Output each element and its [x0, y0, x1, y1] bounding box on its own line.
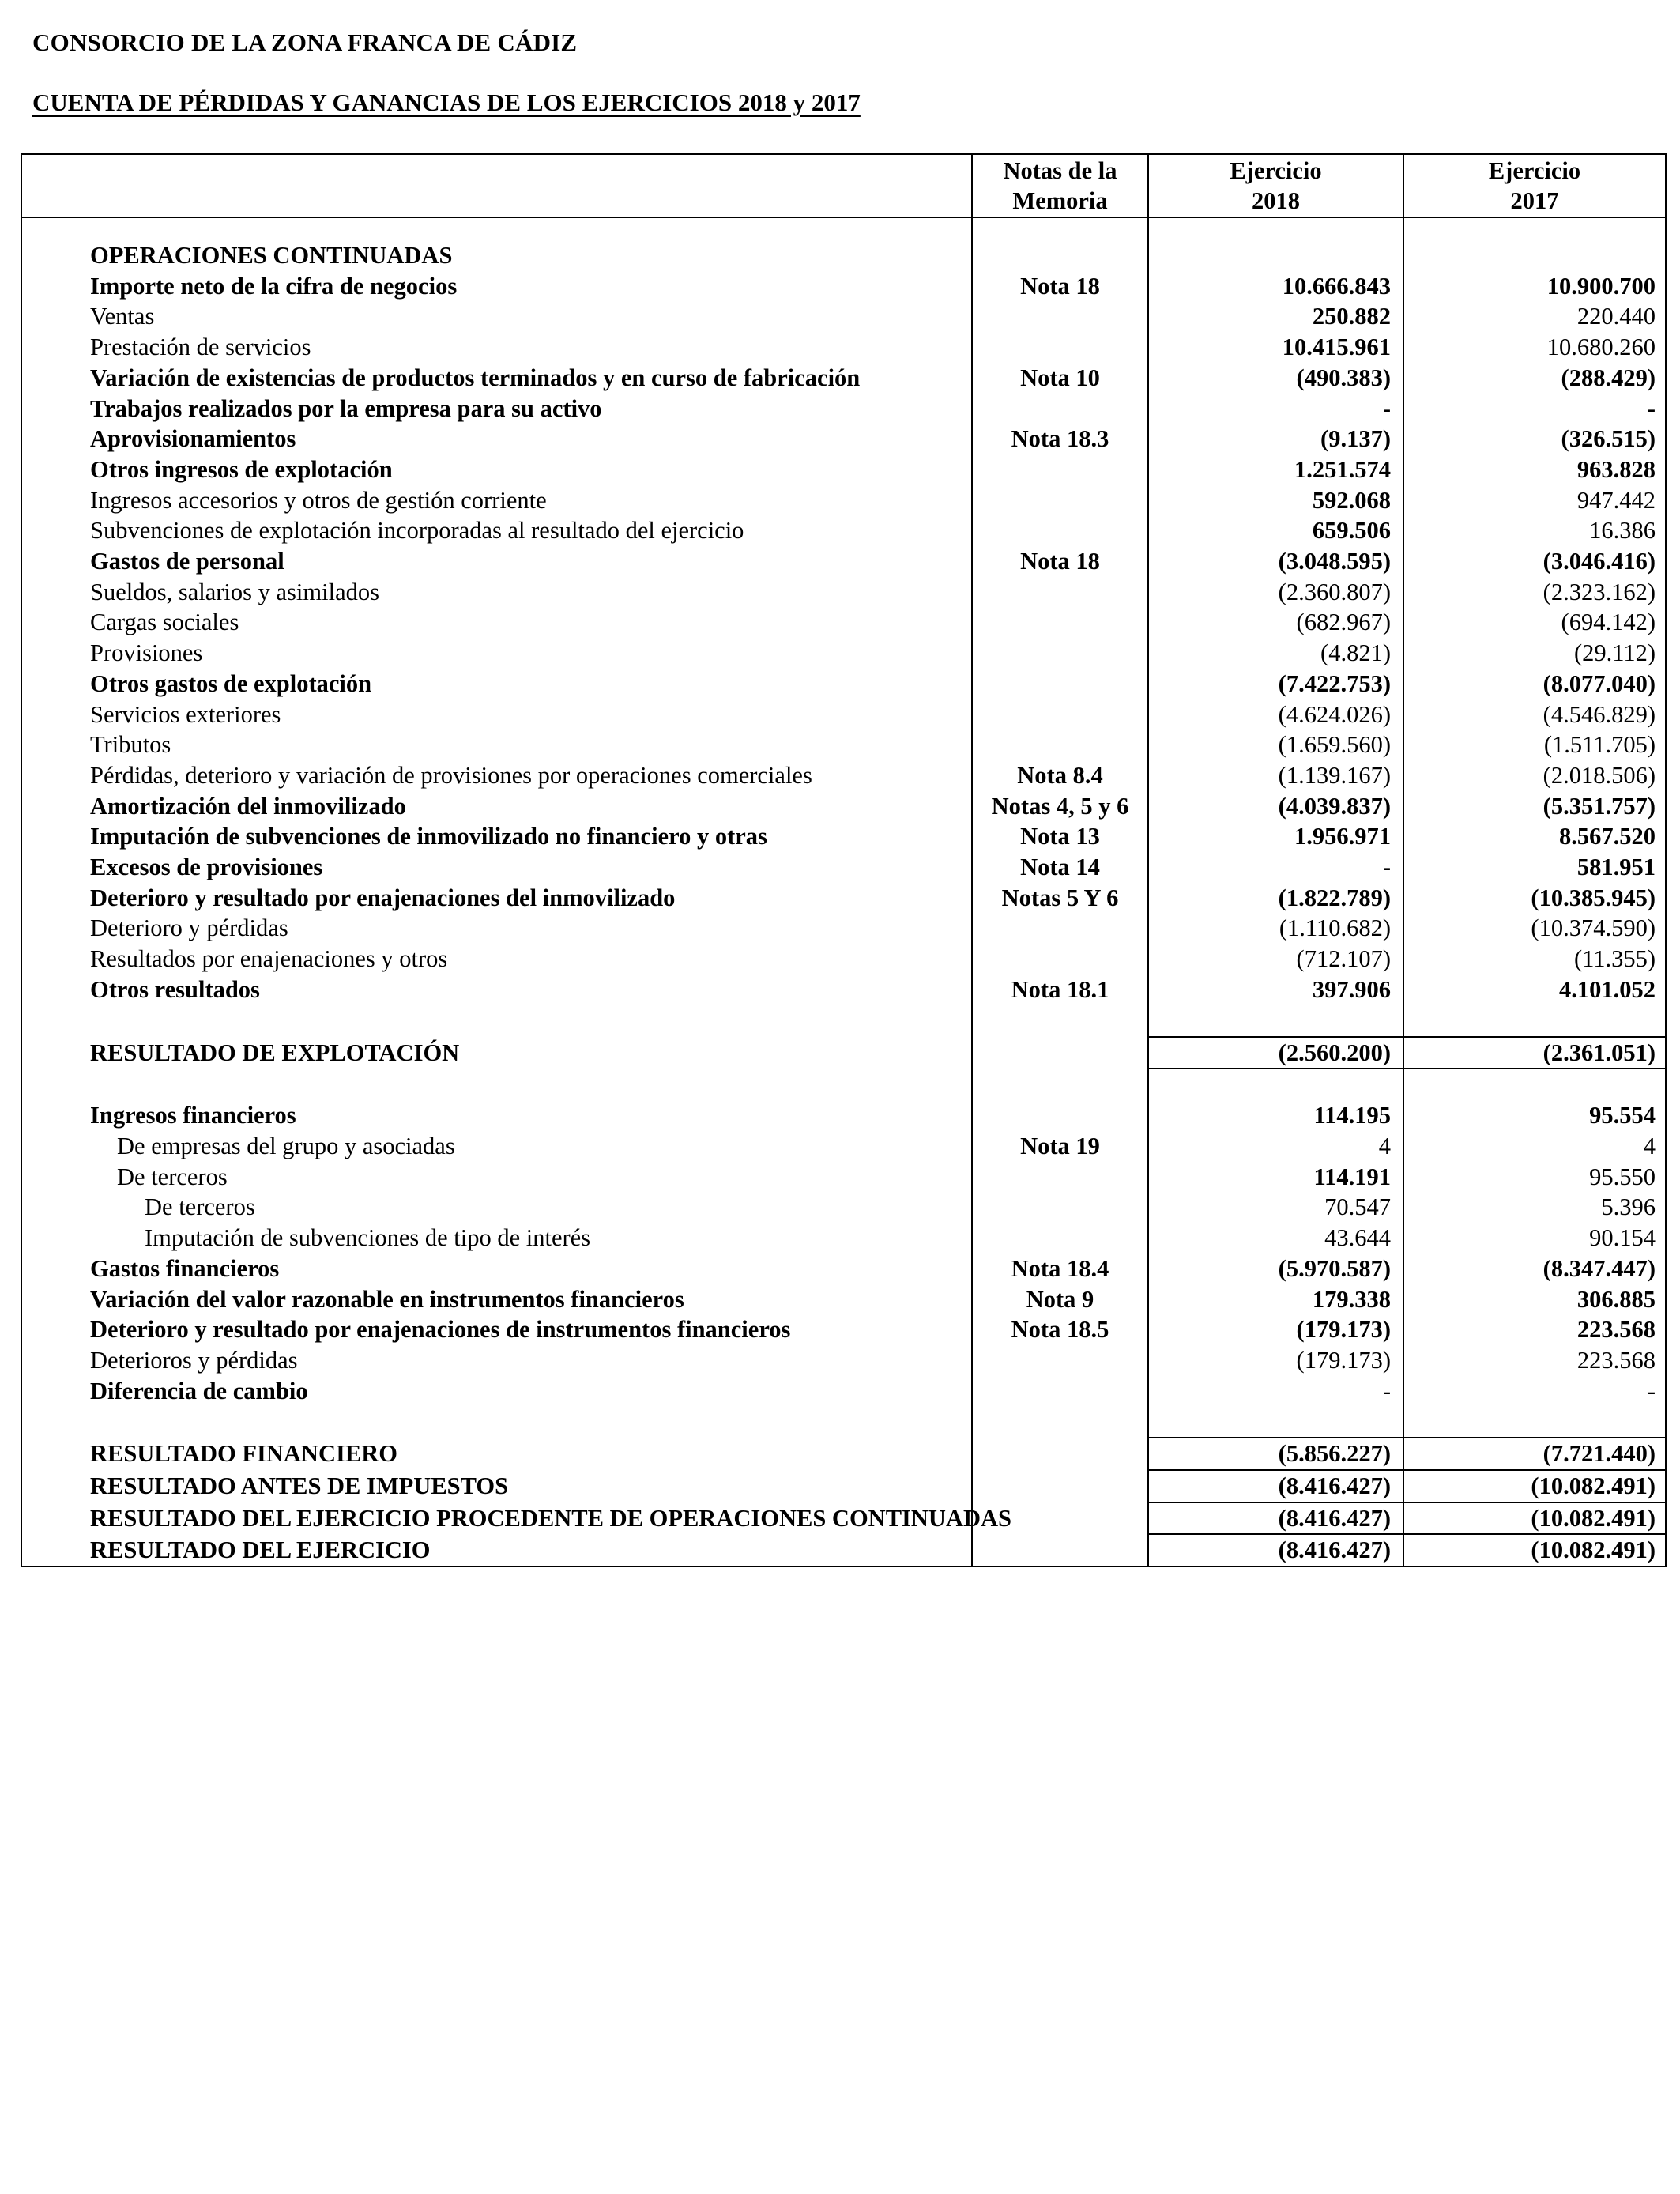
row-value-2017: (8.077.040) [1403, 669, 1666, 699]
row-label: Provisiones [21, 638, 972, 669]
document-title: CUENTA DE PÉRDIDAS Y GANANCIAS DE LOS EJERCICIOS 2018 y 2017 [32, 89, 861, 116]
row-nota [972, 729, 1148, 760]
row-nota [972, 577, 1148, 608]
table-row [21, 424, 1666, 454]
row-value-2017: (2.361.051) [1403, 1037, 1666, 1069]
table-row-total [21, 1470, 1666, 1502]
row-value-2017 [1403, 240, 1666, 271]
row-value-2018: (1.110.682) [1148, 913, 1403, 944]
row-label: Variación de existencias de productos terminados y en curso de fabricación [21, 363, 972, 394]
row-label: Excesos de provisiones [21, 852, 972, 883]
header-notas-line1: Notas de la [1003, 157, 1117, 184]
row-nota [972, 1162, 1148, 1193]
row-value-2018: 179.338 [1148, 1284, 1403, 1315]
row-nota [972, 1438, 1148, 1470]
row-value-2018: 10.415.961 [1148, 332, 1403, 363]
row-value-2018: (7.422.753) [1148, 669, 1403, 699]
header-y2-line2: 2017 [1510, 187, 1559, 214]
row-label: Ingresos financieros [21, 1100, 972, 1131]
row-label: Subvenciones de explotación incorporadas al resultado del ejercicio [21, 515, 972, 546]
row-label: Otros ingresos de explotación [21, 454, 972, 485]
row-label: Prestación de servicios [21, 332, 972, 363]
row-value-2018: (1.822.789) [1148, 883, 1403, 914]
table-row [21, 454, 1666, 485]
table-row [21, 1131, 1666, 1162]
row-value-2017: (1.511.705) [1403, 729, 1666, 760]
row-label: Aprovisionamientos [21, 424, 972, 454]
row-label: RESULTADO ANTES DE IMPUESTOS [21, 1470, 972, 1502]
row-value-2017: 95.550 [1403, 1162, 1666, 1193]
row-label: Ingresos accesorios y otros de gestión corriente [21, 485, 972, 516]
table-row-total [21, 1534, 1666, 1566]
row-value-2018: (2.360.807) [1148, 577, 1403, 608]
row-value-2017: (8.347.447) [1403, 1253, 1666, 1284]
row-nota [972, 1037, 1148, 1069]
row-value-2017: (11.355) [1403, 944, 1666, 974]
row-value-2017: (4.546.829) [1403, 699, 1666, 730]
row-label: Servicios exteriores [21, 699, 972, 730]
row-value-2018: 114.191 [1148, 1162, 1403, 1193]
row-label: Deterioro y pérdidas [21, 913, 972, 944]
table-row [21, 729, 1666, 760]
header-ejercicio-2018 [1148, 154, 1403, 217]
row-value-2017: (2.323.162) [1403, 577, 1666, 608]
table-row [21, 271, 1666, 302]
profit-and-loss-table [21, 153, 1667, 1567]
row-value-2018: - [1148, 1376, 1403, 1407]
table-row [21, 669, 1666, 699]
table-row [21, 638, 1666, 669]
row-nota [972, 1345, 1148, 1376]
row-nota: Notas 5 Y 6 [972, 883, 1148, 914]
row-label: RESULTADO DEL EJERCICIO [21, 1534, 972, 1566]
table-row [21, 699, 1666, 730]
row-label: Amortización del inmovilizado [21, 791, 972, 822]
table-row [21, 332, 1666, 363]
row-value-2017: (326.515) [1403, 424, 1666, 454]
row-label: Pérdidas, deterioro y variación de provisiones por operaciones comerciales [21, 760, 972, 791]
row-value-2018 [1148, 240, 1403, 271]
header-y1-line1: Ejercicio [1230, 157, 1322, 184]
row-nota [972, 1223, 1148, 1253]
row-label: Gastos de personal [21, 546, 972, 577]
table-row [21, 791, 1666, 822]
row-value-2017: (10.082.491) [1403, 1470, 1666, 1502]
table-row [21, 515, 1666, 546]
spacer-row [21, 1406, 1666, 1438]
row-nota: Notas 4, 5 y 6 [972, 791, 1148, 822]
row-nota [972, 394, 1148, 424]
row-value-2018: 114.195 [1148, 1100, 1403, 1131]
row-value-2018: (2.560.200) [1148, 1037, 1403, 1069]
row-nota: Nota 9 [972, 1284, 1148, 1315]
row-value-2018: 250.882 [1148, 301, 1403, 332]
row-value-2017: - [1403, 1376, 1666, 1407]
row-value-2017: (3.046.416) [1403, 546, 1666, 577]
row-value-2017: (10.082.491) [1403, 1502, 1666, 1535]
row-value-2017: 95.554 [1403, 1100, 1666, 1131]
row-nota: Nota 19 [972, 1131, 1148, 1162]
row-nota: Nota 8.4 [972, 760, 1148, 791]
table-row-total [21, 1037, 1666, 1069]
header-y1-line2: 2018 [1252, 187, 1300, 214]
spacer-row [21, 1069, 1666, 1100]
table-row-total [21, 1502, 1666, 1535]
row-label: De terceros [21, 1162, 972, 1193]
table-row [21, 1253, 1666, 1284]
row-label: OPERACIONES CONTINUADAS [21, 240, 972, 271]
header-ejercicio-2017 [1403, 154, 1666, 217]
table-row [21, 1162, 1666, 1193]
row-value-2018: 592.068 [1148, 485, 1403, 516]
row-value-2018: (490.383) [1148, 363, 1403, 394]
row-label: Variación del valor razonable en instrumentos financieros [21, 1284, 972, 1315]
table-row [21, 394, 1666, 424]
row-label: Ventas [21, 301, 972, 332]
row-value-2018: 70.547 [1148, 1192, 1403, 1223]
table-header-row [21, 154, 1666, 217]
organization-name: CONSORCIO DE LA ZONA FRANCA DE CÁDIZ [32, 28, 578, 56]
row-value-2017: (29.112) [1403, 638, 1666, 669]
row-value-2017: (2.018.506) [1403, 760, 1666, 791]
row-label: Otros resultados [21, 974, 972, 1005]
table-row [21, 1223, 1666, 1253]
row-label: Imputación de subvenciones de inmovilizado no financiero y otras [21, 821, 972, 852]
row-value-2017: 223.568 [1403, 1345, 1666, 1376]
row-value-2017: - [1403, 394, 1666, 424]
row-value-2017: 220.440 [1403, 301, 1666, 332]
row-nota: Nota 10 [972, 363, 1148, 394]
row-label: RESULTADO DE EXPLOTACIÓN [21, 1037, 972, 1069]
header-notas-line2: Memoria [1012, 187, 1108, 214]
row-nota [972, 515, 1148, 546]
row-label: Diferencia de cambio [21, 1376, 972, 1407]
row-value-2018: (712.107) [1148, 944, 1403, 974]
row-nota [972, 1100, 1148, 1131]
row-value-2018: 43.644 [1148, 1223, 1403, 1253]
row-value-2018: (5.970.587) [1148, 1253, 1403, 1284]
row-nota [972, 1192, 1148, 1223]
row-value-2017: 223.568 [1403, 1314, 1666, 1345]
table-row [21, 485, 1666, 516]
row-value-2018: (1.139.167) [1148, 760, 1403, 791]
table-row [21, 240, 1666, 271]
row-label: De empresas del grupo y asociadas [21, 1131, 972, 1162]
row-value-2017: 4.101.052 [1403, 974, 1666, 1005]
row-value-2017: 947.442 [1403, 485, 1666, 516]
row-label: Deterioro y resultado por enajenaciones del inmovilizado [21, 883, 972, 914]
row-value-2018: (682.967) [1148, 607, 1403, 638]
row-value-2018: (9.137) [1148, 424, 1403, 454]
row-label: Deterioros y pérdidas [21, 1345, 972, 1376]
table-row [21, 1284, 1666, 1315]
row-value-2017: (10.082.491) [1403, 1534, 1666, 1566]
row-value-2018: (179.173) [1148, 1345, 1403, 1376]
row-nota: Nota 18.3 [972, 424, 1148, 454]
row-nota: Nota 13 [972, 821, 1148, 852]
row-value-2018: (3.048.595) [1148, 546, 1403, 577]
row-nota [972, 699, 1148, 730]
table-row [21, 1376, 1666, 1407]
row-value-2018: (8.416.427) [1148, 1470, 1403, 1502]
row-value-2018: 10.666.843 [1148, 271, 1403, 302]
row-value-2018: 397.906 [1148, 974, 1403, 1005]
table-row [21, 546, 1666, 577]
row-label: Imputación de subvenciones de tipo de interés [21, 1223, 972, 1253]
row-value-2017: 90.154 [1403, 1223, 1666, 1253]
row-label: Cargas sociales [21, 607, 972, 638]
row-label: Tributos [21, 729, 972, 760]
row-value-2018: 1.956.971 [1148, 821, 1403, 852]
row-label: Deterioro y resultado por enajenaciones de instrumentos financieros [21, 1314, 972, 1345]
table-row-total [21, 1438, 1666, 1470]
row-nota: Nota 18.4 [972, 1253, 1148, 1284]
header-y2-line1: Ejercicio [1488, 157, 1581, 184]
row-value-2017: 5.396 [1403, 1192, 1666, 1223]
row-value-2017: (694.142) [1403, 607, 1666, 638]
row-label: RESULTADO DEL EJERCICIO PROCEDENTE DE OPERACIONES CONTINUADAS [21, 1502, 972, 1535]
row-label: Gastos financieros [21, 1253, 972, 1284]
row-nota [972, 669, 1148, 699]
row-nota [972, 454, 1148, 485]
row-value-2017: 10.680.260 [1403, 332, 1666, 363]
row-nota [972, 913, 1148, 944]
table-row [21, 363, 1666, 394]
row-nota: Nota 18 [972, 271, 1148, 302]
row-value-2017: 581.951 [1403, 852, 1666, 883]
row-value-2018: (179.173) [1148, 1314, 1403, 1345]
row-value-2017: 963.828 [1403, 454, 1666, 485]
row-nota [972, 332, 1148, 363]
table-row [21, 577, 1666, 608]
row-nota [972, 301, 1148, 332]
row-nota [972, 485, 1148, 516]
row-nota [972, 607, 1148, 638]
table-row [21, 301, 1666, 332]
row-label: RESULTADO FINANCIERO [21, 1438, 972, 1470]
spacer-row [21, 217, 1666, 240]
row-nota: Nota 18.5 [972, 1314, 1148, 1345]
row-label: De terceros [21, 1192, 972, 1223]
row-nota: Nota 14 [972, 852, 1148, 883]
table-row [21, 852, 1666, 883]
row-nota [972, 1376, 1148, 1407]
table-row [21, 913, 1666, 944]
row-value-2018: (8.416.427) [1148, 1502, 1403, 1535]
table-row [21, 944, 1666, 974]
row-value-2017: 4 [1403, 1131, 1666, 1162]
row-value-2018: 659.506 [1148, 515, 1403, 546]
table-row [21, 974, 1666, 1005]
row-nota [972, 1534, 1148, 1566]
row-value-2017: (5.351.757) [1403, 791, 1666, 822]
row-value-2018: 4 [1148, 1131, 1403, 1162]
table-row [21, 1345, 1666, 1376]
header-description [21, 154, 972, 217]
table-row [21, 883, 1666, 914]
row-value-2017: (10.374.590) [1403, 913, 1666, 944]
row-value-2018: (8.416.427) [1148, 1534, 1403, 1566]
row-value-2017: (288.429) [1403, 363, 1666, 394]
row-value-2018: (5.856.227) [1148, 1438, 1403, 1470]
table-row [21, 1314, 1666, 1345]
row-value-2017: 306.885 [1403, 1284, 1666, 1315]
row-value-2018: (4.624.026) [1148, 699, 1403, 730]
row-value-2017: 8.567.520 [1403, 821, 1666, 852]
row-value-2018: - [1148, 852, 1403, 883]
row-nota [972, 638, 1148, 669]
table-row [21, 1100, 1666, 1131]
row-nota [972, 240, 1148, 271]
row-label: Resultados por enajenaciones y otros [21, 944, 972, 974]
row-label: Trabajos realizados por la empresa para su activo [21, 394, 972, 424]
header-notas [972, 154, 1148, 217]
row-nota [972, 1470, 1148, 1502]
row-value-2018: (4.821) [1148, 638, 1403, 669]
row-value-2018: 1.251.574 [1148, 454, 1403, 485]
row-value-2018: (1.659.560) [1148, 729, 1403, 760]
table-row [21, 760, 1666, 791]
table-row [21, 821, 1666, 852]
row-value-2018: - [1148, 394, 1403, 424]
row-label: Sueldos, salarios y asimilados [21, 577, 972, 608]
row-value-2017: (10.385.945) [1403, 883, 1666, 914]
row-value-2017: (7.721.440) [1403, 1438, 1666, 1470]
row-label: Otros gastos de explotación [21, 669, 972, 699]
row-value-2017: 16.386 [1403, 515, 1666, 546]
row-value-2018: (4.039.837) [1148, 791, 1403, 822]
table-row [21, 607, 1666, 638]
row-label: Importe neto de la cifra de negocios [21, 271, 972, 302]
spacer-row [21, 1005, 1666, 1037]
row-nota [972, 944, 1148, 974]
row-value-2017: 10.900.700 [1403, 271, 1666, 302]
row-nota: Nota 18 [972, 546, 1148, 577]
row-nota: Nota 18.1 [972, 974, 1148, 1005]
table-row [21, 1192, 1666, 1223]
